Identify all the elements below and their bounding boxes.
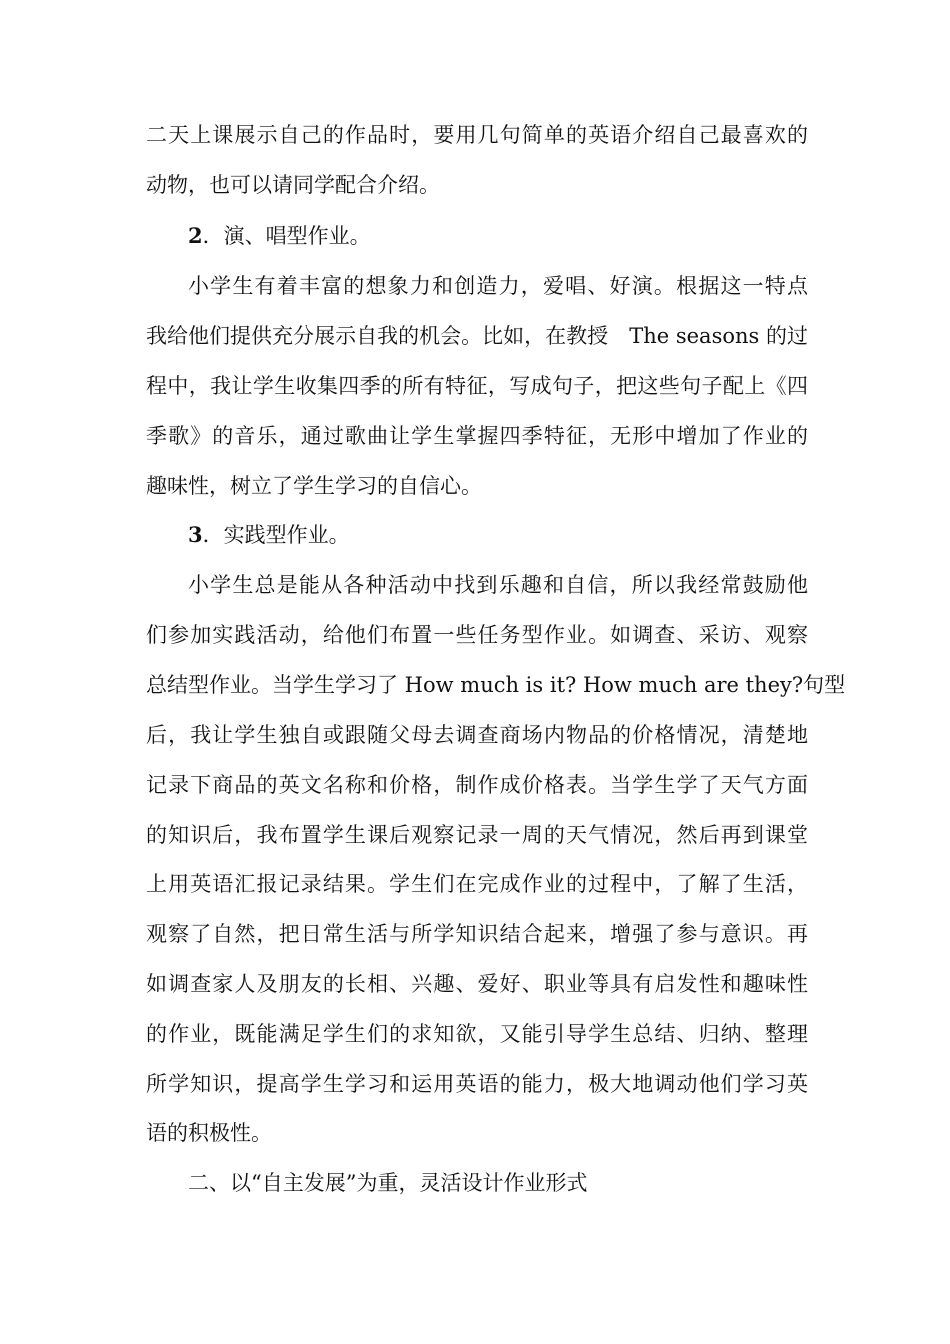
paragraph-line: 的知识后，我布置学生课后观察记录一周的天气情况，然后再到课堂: [146, 823, 808, 847]
paragraph-line: 们参加实践活动，给他们布置一些任务型作业。如调查、采访、观察: [146, 623, 808, 647]
paragraph-line: 二天上课展示自己的作品时，要用几句简单的英语介绍自己最喜欢的: [146, 123, 808, 147]
paragraph-line: 所学知识，提高学生学习和运用英语的能力，极大地调动他们学习英: [146, 1072, 808, 1096]
paragraph-line: 记录下商品的英文名称和价格，制作成价格表。当学生学了天气方面: [146, 773, 808, 797]
paragraph-line: 程中，我让学生收集四季的所有特征，写成句子，把这些句子配上《四: [146, 374, 808, 398]
section-heading-3: [188, 521, 808, 549]
heading-number: 3: [188, 522, 203, 547]
paragraph-line: 趣味性，树立了学生学习的自信心。: [146, 474, 482, 498]
paragraph-line: 如调查家人及朋友的长相、兴趣、爱好、职业等具有启发性和趣味性: [146, 972, 808, 996]
paragraph-line: 我给他们提供充分展示自我的机会。比如，在教授 The seasons 的过: [146, 324, 808, 348]
section-title: 二、以“自主发展”为重，灵活设计作业形式: [188, 1171, 588, 1195]
paragraph-line: 语的积极性。: [146, 1121, 272, 1145]
paragraph-line: 季歌》的音乐，通过歌曲让学生掌握四季特征，无形中增加了作业的: [146, 424, 808, 448]
paragraph-line: 小学生有着丰富的想象力和创造力，爱唱、好演。根据这一特点: [188, 274, 808, 298]
heading-text: ．演、唱型作业。: [202, 224, 371, 248]
paragraph-line: 的作业，既能满足学生们的求知欲，又能引导学生总结、归纳、整理: [146, 1022, 808, 1046]
heading-number: 2: [188, 223, 203, 248]
paragraph-line: 小学生总是能从各种活动中找到乐趣和自信，所以我经常鼓励他: [188, 573, 808, 597]
paragraph-line: 观察了自然，把日常生活与所学知识结合起来，增强了参与意识。再: [146, 922, 808, 946]
paragraph-line: 动物，也可以请同学配合介绍。: [146, 173, 440, 197]
paragraph-line: 上用英语汇报记录结果。学生们在完成作业的过程中，了解了生活，: [146, 872, 808, 896]
section-heading-2: [188, 222, 808, 250]
heading-text: ．实践型作业。: [202, 523, 350, 547]
paragraph-line: 后，我让学生独自或跟随父母去调查商场内物品的价格情况，清楚地: [146, 723, 808, 747]
paragraph-line: 总结型作业。当学生学习了 How much is it? How much are they?句型: [146, 673, 846, 697]
